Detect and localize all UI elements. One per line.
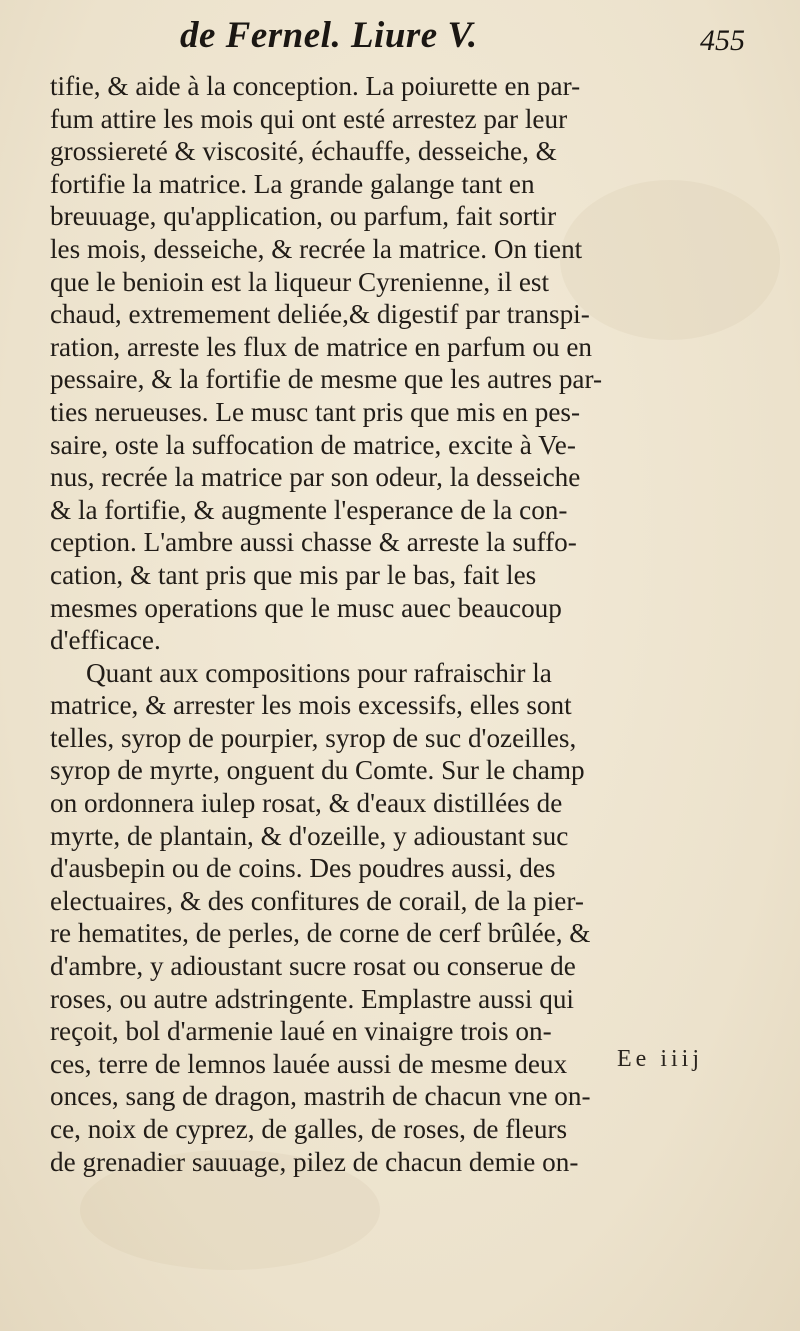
text-line: de grenadier sauuage, pilez de chacun demie on- bbox=[50, 1146, 579, 1177]
text-line: d'ausbepin ou de coins. Des poudres aussi, des bbox=[50, 853, 556, 884]
text-line: saire, oste la suffocation de matrice, excite à Ve- bbox=[50, 429, 576, 460]
page-header bbox=[0, 14, 800, 64]
text-line: syrop de myrte, onguent du Comte. Sur le champ bbox=[50, 755, 585, 786]
text-line: d'ambre, y adioustant sucre rosat ou conserue de bbox=[50, 951, 576, 982]
text-line: electuaires, & des confitures de corail, de la pier- bbox=[50, 885, 584, 916]
text-line: pessaire, & la fortifie de mesme que les autres par- bbox=[50, 364, 603, 395]
text-line: ce, noix de cyprez, de galles, de roses, de fleurs bbox=[50, 1114, 568, 1144]
text-line: cation, & tant pris que mis par le bas, fait les bbox=[50, 559, 537, 590]
text-line: fortifie la matrice. La grande galange tant en bbox=[50, 168, 535, 199]
text-line: ration, arreste les flux de matrice en parfum ou en bbox=[50, 331, 593, 362]
text-line: reçoit, bol d'armenie laué en vinaigre trois on- bbox=[50, 1016, 552, 1047]
page-number: 455 bbox=[700, 24, 745, 57]
text-line: myrte, de plantain, & d'ozeille, y adioustant suc bbox=[50, 820, 569, 851]
text-line: re hematites, de perles, de corne de cerf brûlée, & bbox=[50, 918, 591, 949]
paragraph-start-line: Quant aux compositions pour rafraischir la bbox=[86, 657, 552, 688]
text-line: d'efficace. bbox=[50, 625, 161, 656]
text-line: matrice, & arrester les mois excessifs, elles sont bbox=[50, 690, 572, 721]
text-line: chaud, extremement deliée,& digestif par transpi- bbox=[50, 299, 590, 330]
text-line: ties nerueuses. Le musc tant pris que mis en pes- bbox=[50, 396, 581, 427]
text-line: que le benioin est la liqueur Cyrenienne, il est bbox=[50, 266, 550, 297]
text-line: on ordonnera iulep rosat, & d'eaux distillées de bbox=[50, 788, 563, 819]
text-line: breuuage, qu'application, ou parfum, fait sortir bbox=[50, 201, 557, 232]
signature-mark: Ee iiij bbox=[617, 1046, 703, 1072]
body-text bbox=[50, 70, 790, 1178]
text-line: mesmes operations que le musc auec beaucoup bbox=[50, 592, 562, 623]
text-line: telles, syrop de pourpier, syrop de suc d'ozeilles, bbox=[50, 722, 577, 753]
text-line: nus, recrée la matrice par son odeur, la desseiche bbox=[50, 462, 581, 493]
text-line: roses, ou autre adstringente. Emplastre aussi qui bbox=[50, 983, 574, 1014]
text-line: & la fortifie, & augmente l'esperance de la con- bbox=[50, 494, 568, 525]
text-line: ces, terre de lemnos lauée aussi de mesme deux bbox=[50, 1048, 568, 1079]
text-line: fum attire les mois qui ont esté arrestez par leur bbox=[50, 103, 568, 134]
text-line: ception. L'ambre aussi chasse & arreste la suffo- bbox=[50, 527, 577, 558]
text-line: grossiereté & viscosité, échauffe, desseiche, & bbox=[50, 136, 557, 167]
running-title: de Fernel. Liure V. bbox=[180, 15, 478, 56]
text-line: onces, sang de dragon, mastrih de chacun vne on- bbox=[50, 1081, 591, 1112]
text-line: les mois, desseiche, & recrée la matrice. On tient bbox=[50, 233, 583, 264]
text-line: tifie, & aide à la conception. La poiurette en par- bbox=[50, 71, 581, 101]
